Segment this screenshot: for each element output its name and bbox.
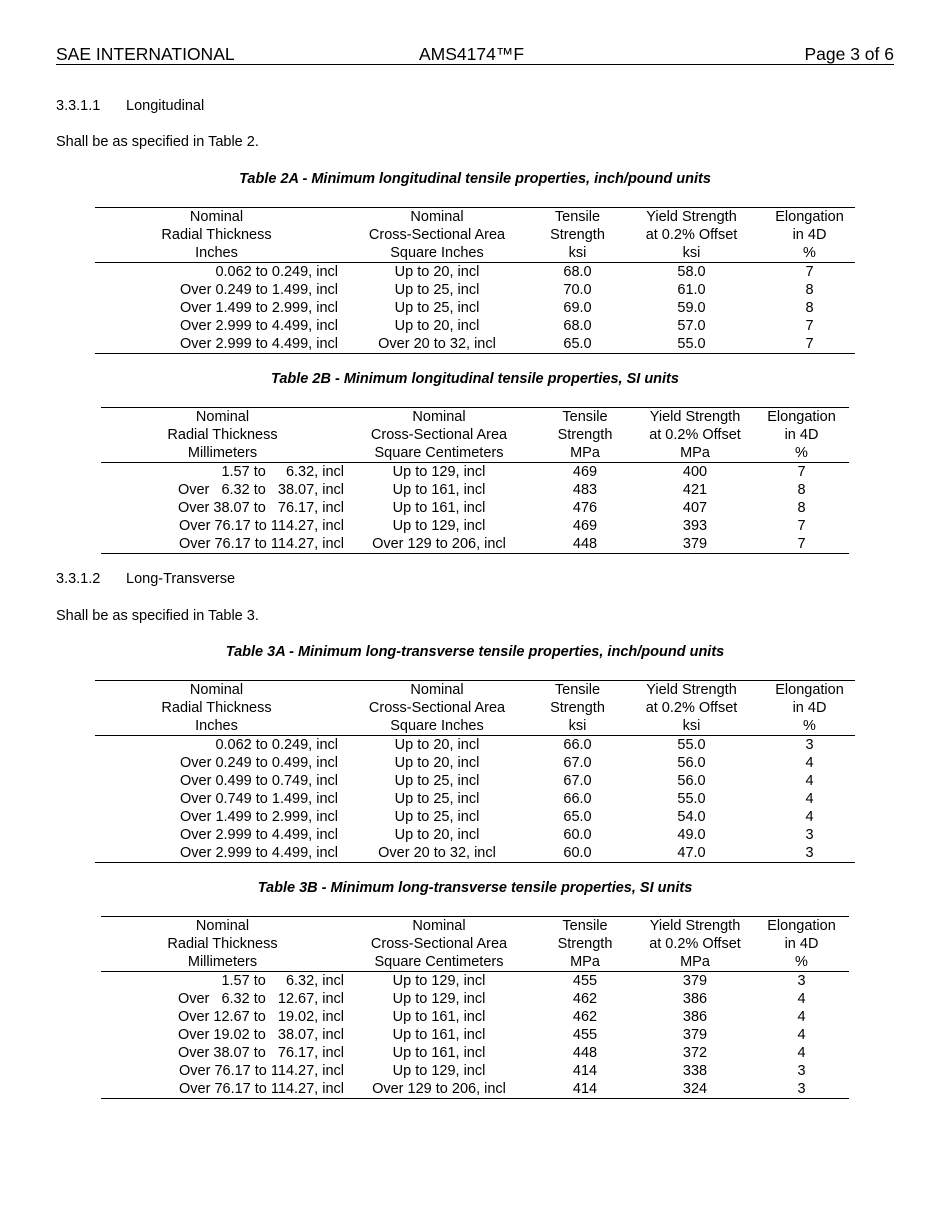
table-header-row: [95, 681, 855, 700]
table-cell: 3: [764, 844, 855, 863]
section-paragraph: Shall be as specified in Table 3.: [56, 608, 259, 624]
table-cell: 469: [572, 518, 598, 534]
table-cell: Over 6.32 to 12.67, incl: [177, 991, 344, 1007]
section-paragraph: Shall be as specified in Table 2.: [56, 134, 259, 150]
table-row: [95, 335, 855, 354]
table-cell: 372: [682, 1045, 708, 1061]
table-caption: Table 2B - Minimum longitudinal tensile properties, SI units: [271, 371, 679, 387]
table-cell: Up to 129, incl: [392, 991, 486, 1007]
table-cell: 4: [797, 991, 806, 1007]
table-cell: 54.0: [677, 809, 706, 825]
table-cell: Up to 25, incl: [394, 773, 480, 789]
table-cell: 324: [636, 1080, 754, 1099]
table-cell: Over 38.07 to 76.17, incl: [177, 500, 344, 516]
table-cell: 448: [534, 535, 636, 554]
table-cell: 7: [764, 335, 855, 354]
table-row: [95, 263, 855, 282]
table-cell: 400: [682, 464, 708, 480]
table-cell: 421: [682, 482, 708, 498]
column-header: Elongation: [764, 208, 855, 227]
table-cell: 0.062 to 0.249, incl: [215, 264, 338, 280]
column-header: at 0.2% Offset: [645, 227, 738, 243]
column-header: Inches: [95, 244, 338, 263]
column-header: %: [754, 953, 849, 972]
column-header: Strength: [557, 427, 613, 443]
table-cell: Over 20 to 32, incl: [338, 335, 536, 354]
column-header: ksi: [536, 717, 619, 736]
column-header: Cross-Sectional Area: [370, 936, 508, 952]
table-cell: 56.0: [677, 773, 706, 789]
table-cell: 8: [805, 300, 814, 316]
column-header: Square Inches: [338, 244, 536, 263]
table-cell: 7: [805, 264, 814, 280]
table-cell: 58.0: [677, 264, 706, 280]
table-cell: Over 2.999 to 4.499, incl: [180, 827, 338, 843]
table-2b: [101, 407, 849, 554]
table-header-row: [101, 953, 849, 972]
table-cell: Over 0.249 to 0.499, incl: [180, 755, 338, 771]
table-header-row: [95, 699, 855, 717]
column-header: MPa: [534, 953, 636, 972]
table-cell: 70.0: [563, 282, 592, 298]
table-row: [101, 481, 849, 499]
table-cell: 57.0: [677, 318, 706, 334]
table-cell: Up to 25, incl: [394, 282, 480, 298]
table-cell: 414: [572, 1063, 598, 1079]
table-cell: Up to 161, incl: [392, 500, 486, 516]
column-header: %: [754, 444, 849, 463]
table-cell: Over 12.67 to 19.02, incl: [177, 1009, 344, 1025]
table-cell: Up to 161, incl: [392, 1045, 486, 1061]
table-cell: Over 1.499 to 2.999, incl: [180, 809, 338, 825]
header-page-number: Page 3 of 6: [804, 44, 894, 64]
table-caption: Table 3B - Minimum long-transverse tensile properties, SI units: [257, 880, 693, 896]
table-cell: 469: [572, 464, 598, 480]
column-header: at 0.2% Offset: [645, 700, 738, 716]
table-header-row: [95, 226, 855, 244]
table-cell: 448: [572, 1045, 598, 1061]
table-cell: 4: [797, 1009, 806, 1025]
table-cell: Up to 129, incl: [392, 973, 486, 989]
column-header: Radial Thickness: [167, 427, 278, 443]
table-cell: 379: [636, 535, 754, 554]
table-row: [95, 790, 855, 808]
table-cell: 8: [797, 482, 806, 498]
column-header: Millimeters: [101, 444, 344, 463]
table-row: [101, 972, 849, 991]
table-row: [95, 317, 855, 335]
column-header: in 4D: [784, 427, 819, 443]
table-header-row: [95, 244, 855, 263]
table-row: [101, 535, 849, 554]
column-header: Yield Strength: [619, 208, 764, 227]
table-cell: Over 2.999 to 4.499, incl: [95, 844, 338, 863]
table-cell: Over 1.499 to 2.999, incl: [180, 300, 338, 316]
table-cell: Up to 161, incl: [392, 482, 486, 498]
table-row: [101, 1044, 849, 1062]
table-row: [95, 299, 855, 317]
table-cell: 7: [797, 518, 806, 534]
column-header: Nominal: [95, 681, 338, 700]
table-row: [95, 826, 855, 844]
table-cell: 0.062 to 0.249, incl: [215, 737, 338, 753]
column-header: in 4D: [792, 227, 827, 243]
table-cell: 1.57 to 6.32, incl: [221, 464, 344, 480]
column-header: in 4D: [792, 700, 827, 716]
table-cell: 4: [805, 791, 814, 807]
table-cell: 49.0: [677, 827, 706, 843]
table-3b: [101, 916, 849, 1099]
table-cell: 379: [682, 1027, 708, 1043]
column-header: Nominal: [95, 208, 338, 227]
column-header: Radial Thickness: [161, 227, 272, 243]
table-row: [101, 463, 849, 482]
table-cell: Over 76.17 to 114.27, incl: [101, 535, 344, 554]
column-header: Elongation: [754, 917, 849, 936]
table-cell: 60.0: [536, 844, 619, 863]
table-cell: Over 76.17 to 114.27, incl: [179, 518, 344, 534]
table-cell: 4: [805, 809, 814, 825]
column-header: Inches: [95, 717, 338, 736]
column-header: ksi: [619, 244, 764, 263]
column-header: at 0.2% Offset: [649, 936, 741, 952]
table-header-row: [101, 917, 849, 936]
table-cell: Up to 129, incl: [392, 464, 486, 480]
table-cell: Over 129 to 206, incl: [344, 1080, 534, 1099]
table-cell: Up to 25, incl: [394, 300, 480, 316]
table-cell: 65.0: [563, 809, 592, 825]
table-cell: 47.0: [619, 844, 764, 863]
column-header: MPa: [636, 444, 754, 463]
table-cell: 455: [572, 973, 598, 989]
column-header: Square Centimeters: [344, 953, 534, 972]
table-cell: 3: [754, 1080, 849, 1099]
column-header: Cross-Sectional Area: [370, 427, 508, 443]
column-header: Elongation: [764, 681, 855, 700]
table-header-row: [101, 444, 849, 463]
table-cell: 393: [682, 518, 708, 534]
table-header-row: [95, 208, 855, 227]
column-header: Cross-Sectional Area: [368, 227, 506, 243]
table-cell: 476: [572, 500, 598, 516]
table-cell: 66.0: [563, 791, 592, 807]
table-cell: Up to 161, incl: [392, 1027, 486, 1043]
table-cell: 4: [797, 1045, 806, 1061]
column-header: Nominal: [344, 408, 534, 427]
table-cell: Up to 20, incl: [394, 755, 480, 771]
column-header: MPa: [534, 444, 636, 463]
column-header: Tensile: [536, 681, 619, 700]
column-header: Yield Strength: [636, 408, 754, 427]
table-cell: Over 0.749 to 1.499, incl: [180, 791, 338, 807]
table-cell: 55.0: [677, 737, 706, 753]
column-header: Tensile: [534, 917, 636, 936]
column-header: Nominal: [338, 208, 536, 227]
column-header: at 0.2% Offset: [649, 427, 741, 443]
table-cell: 462: [572, 991, 598, 1007]
table-header-row: [101, 935, 849, 953]
table-cell: 3: [797, 1063, 806, 1079]
table-cell: 60.0: [563, 827, 592, 843]
column-header: Yield Strength: [619, 681, 764, 700]
column-header: %: [764, 244, 855, 263]
column-header: ksi: [536, 244, 619, 263]
table-row: [95, 844, 855, 863]
table-cell: Over 0.249 to 1.499, incl: [180, 282, 338, 298]
table-cell: 4: [805, 773, 814, 789]
table-cell: 455: [572, 1027, 598, 1043]
table-header-row: [95, 717, 855, 736]
column-header: Yield Strength: [636, 917, 754, 936]
table-cell: Over 0.499 to 0.749, incl: [180, 773, 338, 789]
table-cell: 338: [682, 1063, 708, 1079]
header-organization: SAE INTERNATIONAL: [56, 44, 235, 64]
table-cell: 67.0: [563, 755, 592, 771]
table-cell: 379: [682, 973, 708, 989]
column-header: Strength: [550, 227, 605, 243]
table-row: [101, 1080, 849, 1099]
table-cell: 65.0: [536, 335, 619, 354]
table-cell: 1.57 to 6.32, incl: [221, 973, 344, 989]
table-cell: Up to 129, incl: [392, 1063, 486, 1079]
table-3a: [95, 680, 855, 863]
table-cell: Up to 20, incl: [394, 737, 480, 753]
table-row: [95, 736, 855, 755]
table-row: [95, 772, 855, 790]
column-header: Nominal: [338, 681, 536, 700]
section-title: Long-Transverse: [126, 571, 236, 587]
table-caption: Table 3A - Minimum long-transverse tensile properties, inch/pound units: [225, 644, 725, 660]
column-header: Tensile: [536, 208, 619, 227]
table-row: [101, 1008, 849, 1026]
table-row: [95, 754, 855, 772]
table-cell: Up to 129, incl: [392, 518, 486, 534]
column-header: MPa: [636, 953, 754, 972]
page-header: [56, 42, 894, 65]
table-cell: Up to 20, incl: [394, 827, 480, 843]
section-number: 3.3.1.1: [56, 98, 101, 114]
table-row: [101, 1026, 849, 1044]
table-cell: Over 20 to 32, incl: [338, 844, 536, 863]
column-header: Nominal: [101, 917, 344, 936]
column-header: Radial Thickness: [167, 936, 278, 952]
table-caption: Table 2A - Minimum longitudinal tensile properties, inch/pound units: [239, 171, 711, 187]
column-header: %: [764, 717, 855, 736]
table-row: [101, 990, 849, 1008]
table-cell: Up to 25, incl: [394, 809, 480, 825]
table-cell: 3: [797, 973, 806, 989]
table-cell: Over 129 to 206, incl: [344, 535, 534, 554]
table-cell: Up to 20, incl: [394, 318, 480, 334]
section-title: Longitudinal: [126, 98, 205, 114]
table-cell: Over 2.999 to 4.499, incl: [180, 318, 338, 334]
table-cell: 59.0: [677, 300, 706, 316]
table-row: [95, 808, 855, 826]
section-number: 3.3.1.2: [56, 571, 101, 587]
table-cell: 68.0: [563, 318, 592, 334]
table-header-row: [101, 408, 849, 427]
table-row: [95, 281, 855, 299]
table-cell: Over 19.02 to 38.07, incl: [177, 1027, 344, 1043]
table-cell: 3: [805, 827, 814, 843]
column-header: ksi: [619, 717, 764, 736]
column-header: Cross-Sectional Area: [368, 700, 506, 716]
table-cell: 55.0: [619, 335, 764, 354]
table-cell: 61.0: [677, 282, 706, 298]
column-header: in 4D: [784, 936, 819, 952]
table-cell: 483: [572, 482, 598, 498]
table-cell: Up to 161, incl: [392, 1009, 486, 1025]
table-cell: Over 2.999 to 4.499, incl: [95, 335, 338, 354]
table-row: [101, 517, 849, 535]
table-cell: 7: [805, 318, 814, 334]
column-header: Nominal: [344, 917, 534, 936]
table-cell: 66.0: [563, 737, 592, 753]
column-header: Square Inches: [338, 717, 536, 736]
table-row: [101, 1062, 849, 1080]
table-cell: 4: [805, 755, 814, 771]
table-row: [101, 499, 849, 517]
column-header: Millimeters: [101, 953, 344, 972]
column-header: Elongation: [754, 408, 849, 427]
table-header-row: [101, 426, 849, 444]
table-cell: 386: [682, 1009, 708, 1025]
table-cell: Over 38.07 to 76.17, incl: [177, 1045, 344, 1061]
table-cell: 69.0: [563, 300, 592, 316]
table-cell: 462: [572, 1009, 598, 1025]
table-cell: 68.0: [563, 264, 592, 280]
table-cell: 56.0: [677, 755, 706, 771]
column-header: Tensile: [534, 408, 636, 427]
table-cell: 8: [805, 282, 814, 298]
column-header: Strength: [550, 700, 605, 716]
table-cell: Over 76.17 to 114.27, incl: [101, 1080, 344, 1099]
table-cell: 7: [754, 535, 849, 554]
table-cell: 386: [682, 991, 708, 1007]
header-document-id: AMS4174™F: [419, 44, 525, 64]
column-header: Nominal: [101, 408, 344, 427]
table-cell: Over 76.17 to 114.27, incl: [179, 1063, 344, 1079]
table-cell: 7: [797, 464, 806, 480]
table-cell: 8: [797, 500, 806, 516]
table-cell: Over 6.32 to 38.07, incl: [177, 482, 344, 498]
table-cell: Up to 20, incl: [394, 264, 480, 280]
table-cell: 3: [805, 737, 814, 753]
table-cell: 67.0: [563, 773, 592, 789]
column-header: Square Centimeters: [344, 444, 534, 463]
table-cell: 407: [682, 500, 708, 516]
table-cell: Up to 25, incl: [394, 791, 480, 807]
column-header: Strength: [557, 936, 613, 952]
table-cell: 4: [797, 1027, 806, 1043]
table-2a: [95, 207, 855, 354]
column-header: Radial Thickness: [161, 700, 272, 716]
table-cell: 414: [534, 1080, 636, 1099]
table-cell: 55.0: [677, 791, 706, 807]
